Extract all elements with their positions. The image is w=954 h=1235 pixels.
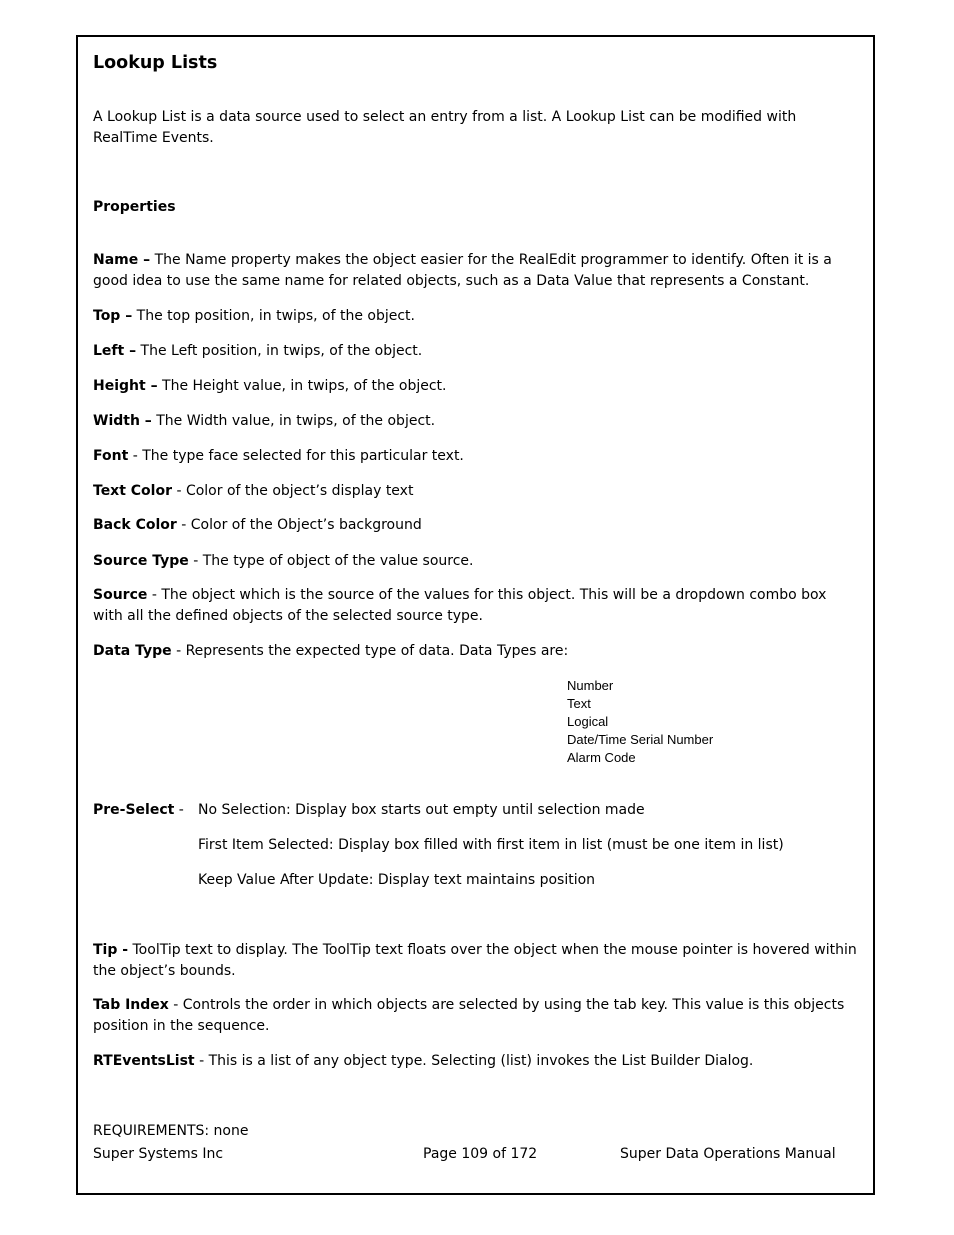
property-desc: - Color of the Object’s background — [176, 517, 422, 533]
property-width — [93, 411, 858, 432]
property-desc: ToolTip text to display. The ToolTip text floats over the object when the mouse pointer is hovered within the object’s bounds. — [93, 942, 857, 979]
property-tab-index — [93, 995, 858, 1037]
property-text-color — [93, 481, 858, 502]
property-desc: - The type face selected for this particular text. — [128, 448, 464, 464]
property-desc: - Controls the order in which objects are selected by using the tab key. This value is this objects position in the sequence. — [93, 997, 845, 1034]
property-term: Text Color — [93, 483, 172, 499]
footer-page-number: Page 109 of 172 — [423, 1146, 538, 1162]
property-term: Data Type — [93, 643, 172, 659]
property-desc: - Represents the expected type of data. Data Types are: — [171, 643, 569, 659]
footer-company: Super Systems Inc — [93, 1146, 224, 1162]
data-type-item: Text — [567, 696, 591, 711]
pre-select-dash: - — [174, 802, 184, 818]
intro-paragraph: A Lookup List is a data source used to select an entry from a list. A Lookup List can be modified with RealTime Events. — [93, 109, 797, 146]
property-term: Top – — [93, 308, 133, 324]
properties-heading: Properties — [93, 199, 176, 215]
pre-select-term: Pre-Select — [93, 802, 175, 818]
property-term: RTEventsList — [93, 1053, 195, 1069]
property-back-color — [93, 515, 858, 536]
requirements-line: REQUIREMENTS: none — [93, 1123, 249, 1139]
data-types-list — [567, 677, 713, 767]
data-type-item: Alarm Code — [567, 750, 636, 765]
property-desc: The Height value, in twips, of the object. — [157, 378, 447, 394]
property-term: Height – — [93, 378, 158, 394]
property-desc: The Name property makes the object easier for the RealEdit programmer to identify. Often it is a good idea to use the same name for related objects, such as a Data Value that represents a Constant. — [93, 252, 832, 289]
pre-select-option: No Selection: Display box starts out empty until selection made — [198, 802, 645, 818]
property-term: Width – — [93, 413, 152, 429]
property-term: Source Type — [93, 553, 189, 569]
property-term: Back Color — [93, 517, 177, 533]
data-type-item: Date/Time Serial Number — [567, 732, 714, 747]
data-type-item: Logical — [567, 714, 609, 729]
property-source-type — [93, 551, 858, 572]
property-term: Font — [93, 448, 129, 464]
property-rt-events-list — [93, 1051, 858, 1072]
property-height — [93, 376, 858, 397]
property-font — [93, 446, 858, 467]
property-desc: - The object which is the source of the values for this object. This will be a dropdown combo box with all the defined objects of the selected source type. — [93, 587, 827, 624]
property-source — [93, 585, 858, 627]
property-term: Tab Index — [93, 997, 169, 1013]
pre-select-label — [93, 800, 184, 821]
property-desc: - The type of object of the value source. — [188, 553, 474, 569]
property-term: Name – — [93, 252, 151, 268]
page-title: Lookup Lists — [93, 53, 218, 73]
property-data-type — [93, 641, 858, 662]
property-desc: - Color of the object’s display text — [172, 483, 414, 499]
property-name — [93, 250, 858, 292]
pre-select-option: First Item Selected: Display box filled with first item in list (must be one item in list) — [198, 837, 784, 853]
pre-select-option: Keep Value After Update: Display text maintains position — [198, 872, 596, 888]
property-desc: The Left position, in twips, of the object. — [136, 343, 423, 359]
property-left — [93, 341, 858, 362]
property-term: Left – — [93, 343, 137, 359]
property-term: Source — [93, 587, 148, 603]
property-desc: The Width value, in twips, of the object. — [151, 413, 436, 429]
data-type-item: Number — [567, 678, 614, 693]
property-top — [93, 306, 858, 327]
property-term: Tip - — [93, 942, 129, 958]
property-tip — [93, 940, 858, 982]
footer-manual-title: Super Data Operations Manual — [620, 1146, 836, 1162]
property-desc: - This is a list of any object type. Selecting (list) invokes the List Builder Dialog. — [194, 1053, 754, 1069]
property-desc: The top position, in twips, of the object. — [132, 308, 415, 324]
